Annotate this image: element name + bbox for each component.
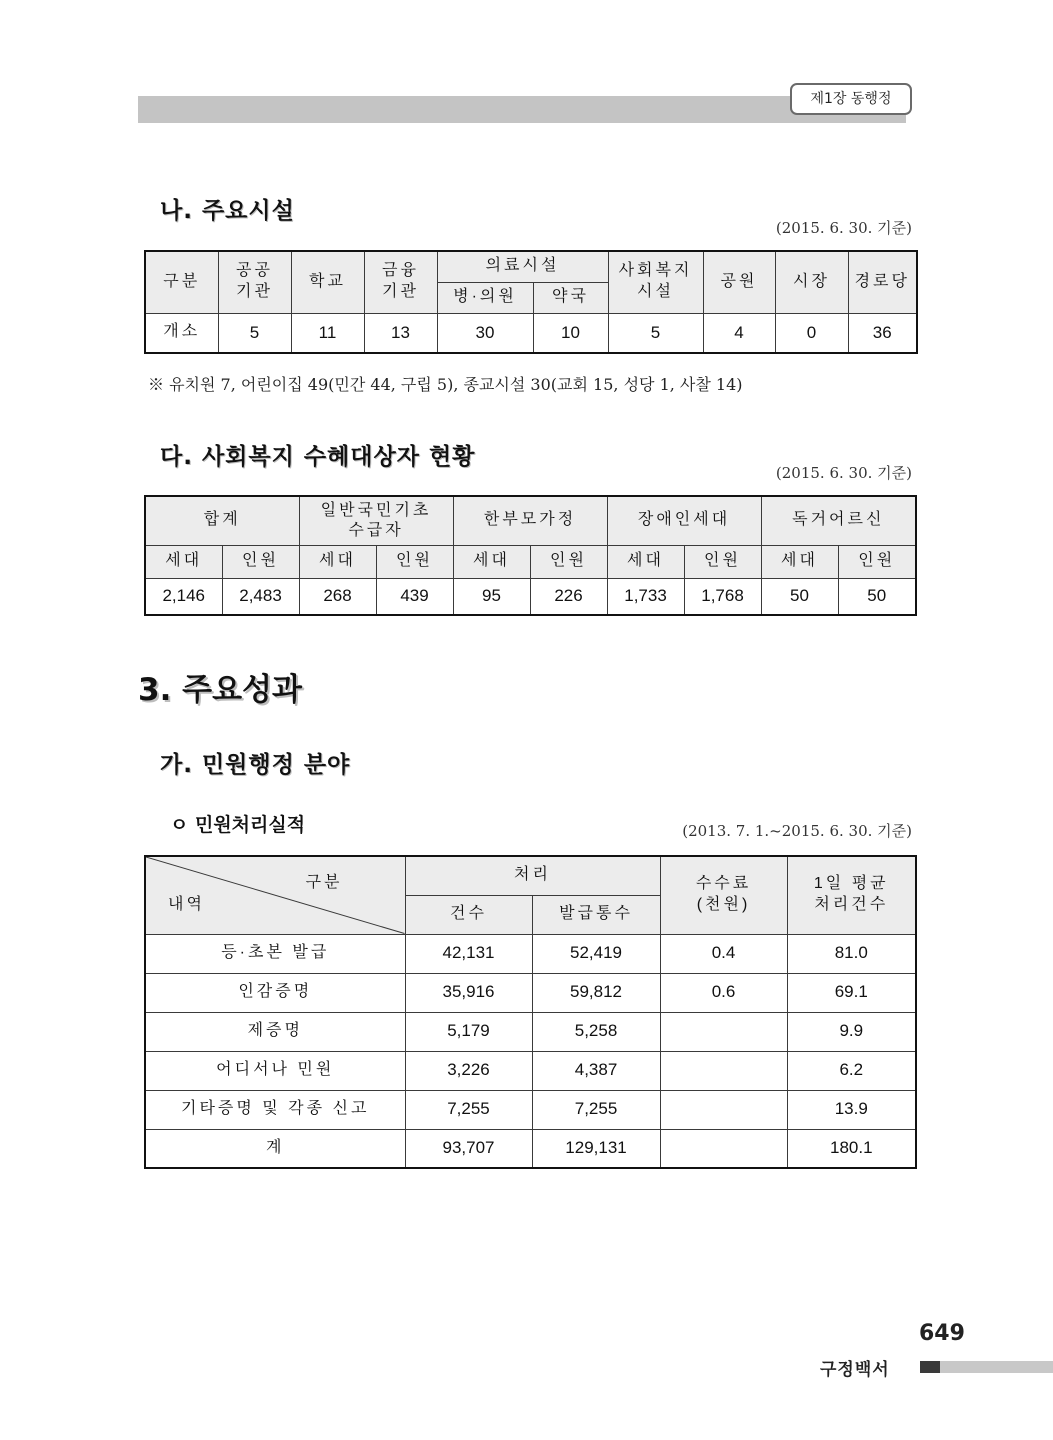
- value-cell: 0: [775, 313, 848, 353]
- header-count: 건수: [405, 895, 532, 934]
- footer-bar-dark: [920, 1361, 940, 1373]
- header-school: 학교: [291, 251, 364, 313]
- civil-service-table: [144, 855, 917, 1169]
- count-cell: 3,226: [405, 1051, 532, 1090]
- value-cell: 5: [608, 313, 703, 353]
- item-label: 등·초본 발급: [145, 934, 405, 973]
- group-basic-livelihood: 일반국민기초 수급자: [299, 496, 453, 545]
- fee-cell: 0.6: [660, 973, 787, 1012]
- daily-cell: 69.1: [787, 973, 916, 1012]
- sub-household: 세대: [761, 545, 838, 578]
- copies-cell: 129,131: [532, 1129, 660, 1168]
- header-fee: 수수료 (천원): [660, 856, 787, 934]
- value-cell: 2,483: [222, 578, 299, 615]
- header-market: 시장: [775, 251, 848, 313]
- table-row: [145, 1090, 916, 1129]
- daily-cell: 180.1: [787, 1129, 916, 1168]
- copies-cell: 5,258: [532, 1012, 660, 1051]
- value-cell: 10: [533, 313, 608, 353]
- table-row: [145, 1012, 916, 1051]
- daily-cell: 9.9: [787, 1012, 916, 1051]
- page-number: 649: [919, 1321, 965, 1346]
- copies-cell: 52,419: [532, 934, 660, 973]
- value-cell: 226: [530, 578, 607, 615]
- facilities-title: 나. 주요시설: [160, 198, 295, 224]
- facilities-table: [144, 250, 918, 354]
- subsection-heading: 가. 민원행정 분야: [160, 752, 351, 778]
- table-row: [145, 1051, 916, 1090]
- table-row: [145, 313, 917, 353]
- header-copies: 발급통수: [532, 895, 660, 934]
- fee-cell: [660, 1129, 787, 1168]
- value-cell: 36: [848, 313, 917, 353]
- sub-household: 세대: [453, 545, 530, 578]
- table-row: [145, 578, 916, 615]
- copies-cell: 4,387: [532, 1051, 660, 1090]
- value-cell: 4: [703, 313, 775, 353]
- header-hospital: 병·의원: [437, 282, 533, 313]
- copies-cell: 7,255: [532, 1090, 660, 1129]
- table-row: [145, 934, 916, 973]
- item-label: 어디서나 민원: [145, 1051, 405, 1090]
- welfare-basis: (2015. 6. 30. 기준): [775, 464, 912, 482]
- group-single-parent: 한부모가정: [453, 496, 607, 545]
- fee-cell: [660, 1090, 787, 1129]
- welfare-title: 다. 사회복지 수혜대상자 현황: [160, 444, 476, 470]
- header-public-institutions: 공공 기관: [218, 251, 291, 313]
- chapter-tab: 제1장 동행정: [790, 83, 912, 115]
- header-park: 공원: [703, 251, 775, 313]
- value-cell: 11: [291, 313, 364, 353]
- fee-cell: [660, 1051, 787, 1090]
- header-welfare-facility: 사회복지 시설: [608, 251, 703, 313]
- value-cell: 13: [364, 313, 437, 353]
- value-cell: 1,768: [684, 578, 761, 615]
- fee-cell: [660, 1012, 787, 1051]
- value-cell: 50: [761, 578, 838, 615]
- copies-cell: 59,812: [532, 973, 660, 1012]
- group-total: 합계: [145, 496, 299, 545]
- header-category: 구분: [145, 251, 218, 313]
- daily-cell: 13.9: [787, 1090, 916, 1129]
- value-cell: 30: [437, 313, 533, 353]
- sub-household: 세대: [145, 545, 222, 578]
- table-row: [145, 973, 916, 1012]
- daily-cell: 6.2: [787, 1051, 916, 1090]
- value-cell: 439: [376, 578, 453, 615]
- sub-persons: 인원: [684, 545, 761, 578]
- group-disabled: 장애인세대: [607, 496, 761, 545]
- daily-cell: 81.0: [787, 934, 916, 973]
- group-elderly-alone: 독거어르신: [761, 496, 916, 545]
- diag-label-category: 구분: [305, 874, 343, 891]
- achievements-basis: (2013. 7. 1.~2015. 6. 30. 기준): [682, 822, 912, 840]
- sub-persons: 인원: [530, 545, 607, 578]
- value-cell: 1,733: [607, 578, 684, 615]
- header-medical: 의료시설: [437, 251, 608, 282]
- header-daily-average: 1일 평균 처리건수: [787, 856, 916, 934]
- diag-label-details: 내역: [168, 895, 205, 913]
- header-pharmacy: 약국: [533, 282, 608, 313]
- item-label: 기타증명 및 각종 신고: [145, 1090, 405, 1129]
- sub-persons: 인원: [222, 545, 299, 578]
- sub-household: 세대: [299, 545, 376, 578]
- item-label: 인감증명: [145, 973, 405, 1012]
- value-cell: 268: [299, 578, 376, 615]
- facilities-basis: (2015. 6. 30. 기준): [775, 219, 912, 237]
- count-cell: 35,916: [405, 973, 532, 1012]
- count-cell: 93,707: [405, 1129, 532, 1168]
- row-label: 개소: [145, 313, 218, 353]
- value-cell: 5: [218, 313, 291, 353]
- value-cell: 50: [838, 578, 916, 615]
- sub-persons: 인원: [376, 545, 453, 578]
- welfare-table: [144, 495, 917, 616]
- sub-household: 세대: [607, 545, 684, 578]
- header-senior-center: 경로당: [848, 251, 917, 313]
- sub-persons: 인원: [838, 545, 916, 578]
- header-finance: 금융 기관: [364, 251, 437, 313]
- value-cell: 2,146: [145, 578, 222, 615]
- facilities-note: ※ 유치원 7, 어린이집 49(민간 44, 구립 5), 종교시설 30(교회 15, 성당 1, 사찰 14): [148, 375, 743, 394]
- section-heading: 3. 주요성과: [138, 672, 302, 708]
- fee-cell: 0.4: [660, 934, 787, 973]
- header-processing: 처리: [405, 856, 660, 895]
- count-cell: 42,131: [405, 934, 532, 973]
- diagonal-header: [145, 856, 405, 934]
- item-label: 계: [145, 1129, 405, 1168]
- value-cell: 95: [453, 578, 530, 615]
- table-row-total: [145, 1129, 916, 1168]
- book-title: 구정백서: [820, 1360, 890, 1380]
- footer-bar-light: [940, 1361, 1053, 1373]
- count-cell: 5,179: [405, 1012, 532, 1051]
- item-label: 제증명: [145, 1012, 405, 1051]
- bullet-heading: ㅇ 민원처리실적: [170, 814, 306, 836]
- count-cell: 7,255: [405, 1090, 532, 1129]
